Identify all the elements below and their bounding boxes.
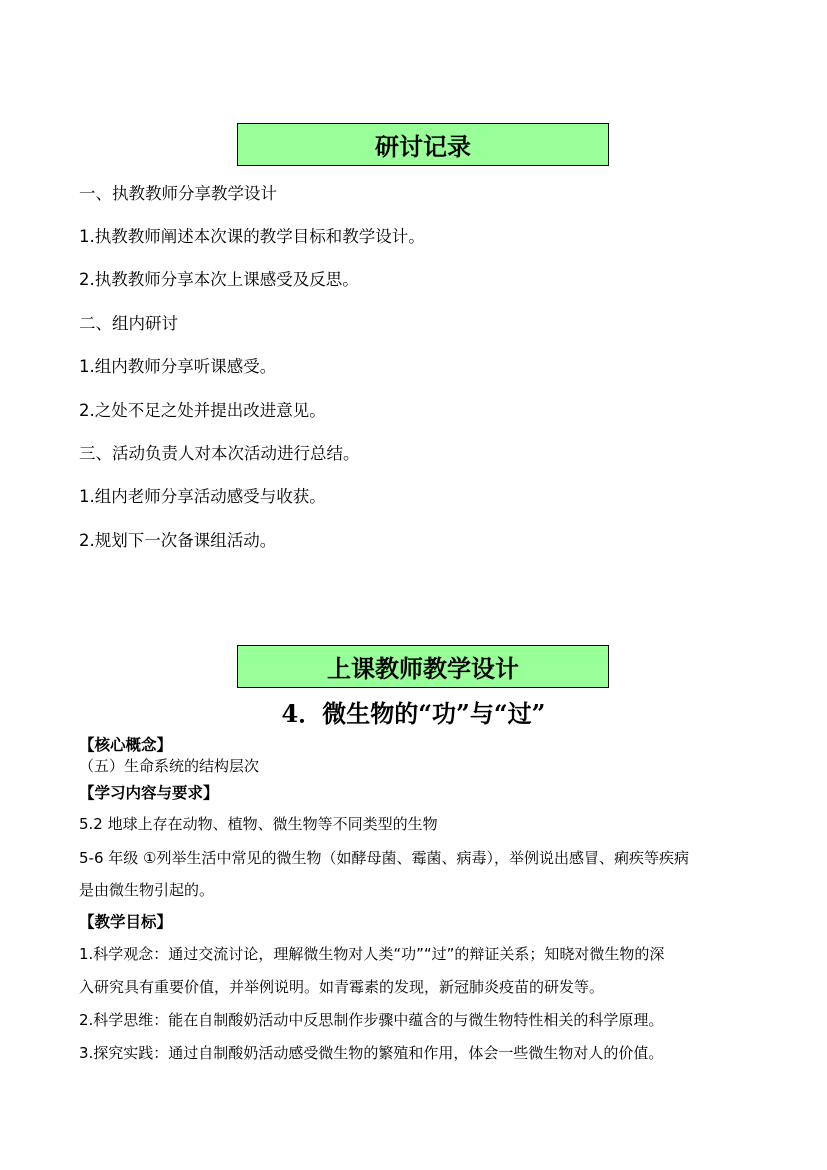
lesson-title: 4．微生物的“功”与“过” <box>281 699 546 728</box>
record-line: 2.执教教师分享本次上课感受及反思。 <box>79 270 359 289</box>
record-line: 1.组内老师分享活动感受与收获。 <box>79 487 326 506</box>
record-line: 三、活动负责人对本次活动进行总结。 <box>79 444 360 463</box>
goal-line: 3.探究实践：通过自制酸奶活动感受微生物的繁殖和作用，体会一些微生物对人的价值。 <box>79 1044 664 1062</box>
design-title-box <box>237 645 609 688</box>
goal-line: 入研究具有重要价值，并举例说明。如青霉素的发现，新冠肺炎疫苗的研发等。 <box>79 978 605 996</box>
goal-line: 1.科学观念：通过交流讨论，理解微生物对人类“功”“过”的辩证关系；知晓对微生物的深 <box>79 945 665 963</box>
record-line: 1.组内教师分享听课感受。 <box>79 357 277 376</box>
record-title-box <box>237 123 609 166</box>
record-line: 1.执教教师阐述本次课的教学目标和教学设计。 <box>79 227 425 246</box>
core-concept-heading: 【核心概念】 <box>79 736 173 754</box>
record-line: 2.规划下一次备课组活动。 <box>79 531 277 550</box>
content-line: 5-6 年级 ①列举生活中常见的微生物（如酵母菌、霉菌、病毒），举例说出感冒、痢疾等疾病 <box>79 849 689 867</box>
record-title: 研讨记录 <box>375 133 471 161</box>
content-heading: 【学习内容与要求】 <box>79 784 219 802</box>
record-line: 一、执教教师分享教学设计 <box>79 184 277 203</box>
core-concept: （五）生命系统的结构层次 <box>79 757 260 775</box>
content-line: 是由微生物引起的。 <box>79 881 215 899</box>
goal-line: 2.科学思维：能在自制酸奶活动中反思制作步骤中蕴含的与微生物特性相关的科学原理。 <box>79 1011 664 1029</box>
design-title: 上课教师教学设计 <box>327 655 519 683</box>
record-line: 2.之处不足之处并提出改进意见。 <box>79 401 326 420</box>
content-line: 5.2 地球上存在动物、植物、微生物等不同类型的生物 <box>79 815 438 833</box>
goals-heading: 【教学目标】 <box>79 913 173 931</box>
record-line: 二、组内研讨 <box>79 314 178 333</box>
